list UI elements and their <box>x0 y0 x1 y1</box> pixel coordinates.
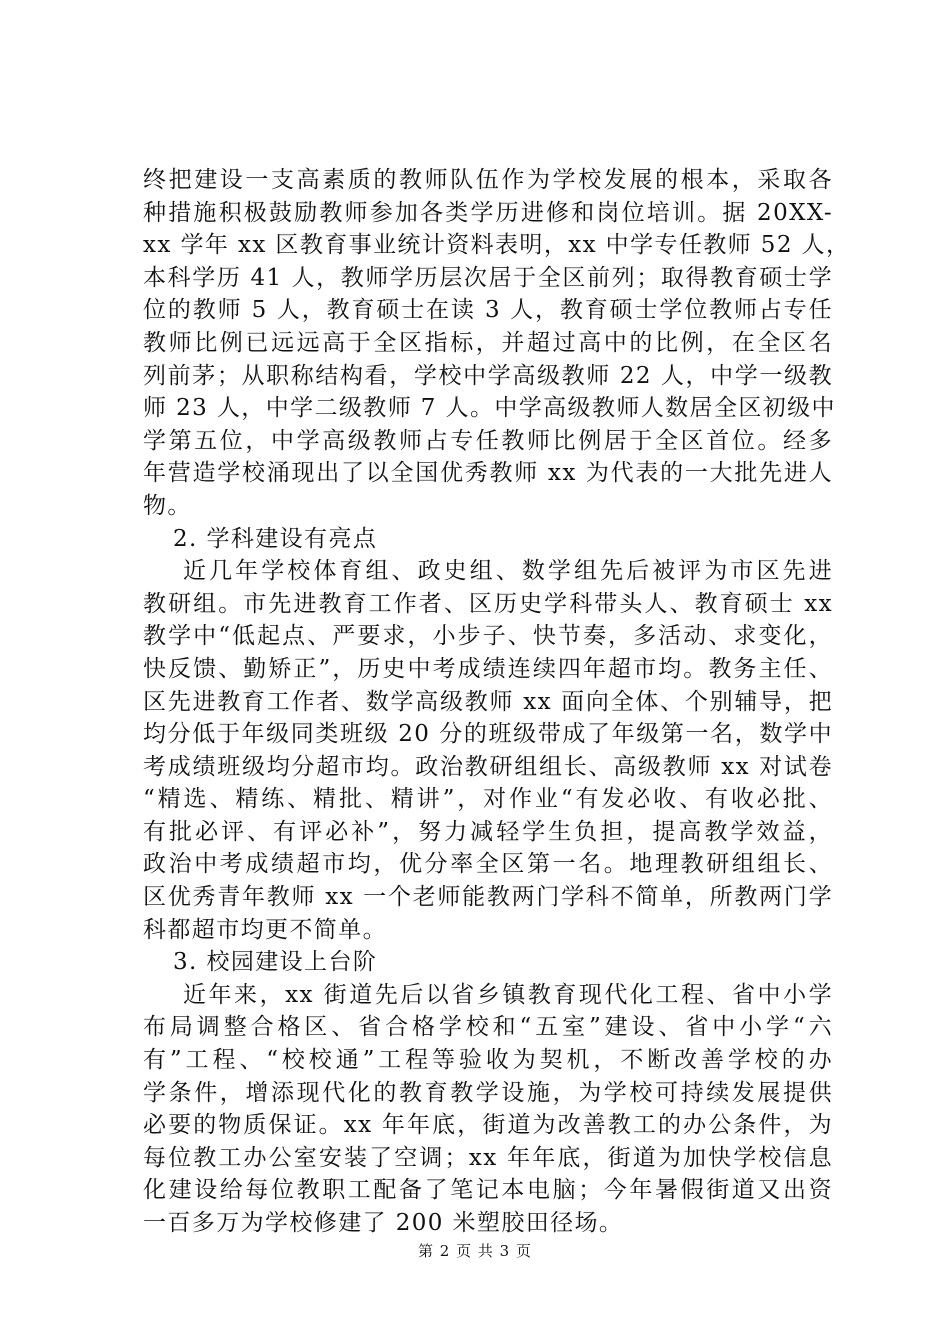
paragraph-line: 区优秀青年教师 xx 一个老师能教两门学科不简单，所教两门学 <box>143 884 833 911</box>
paragraph-line: 布局调整合格区、省合格学校和“五室”建设、省中小学“六 <box>143 1014 833 1041</box>
paragraph-line: 列前茅；从职称结构看，学校中学高级教师 22 人，中学一级教 <box>143 362 833 389</box>
paragraph-line: 师 23 人，中学二级教师 7 人。中学高级教师人数居全区初级中 <box>143 395 836 422</box>
paragraph-line: 区先进教育工作者、数学高级教师 xx 面向全体、个别辅导，把 <box>143 688 833 715</box>
section-heading: 2. 学科建设有亮点 <box>173 525 378 552</box>
paragraph-line: 近年来，xx 街道先后以省乡镇教育现代化工程、省中小学 <box>183 981 833 1008</box>
paragraph-line: 年营造学校涌现出了以全国优秀教师 xx 为代表的一大批先进人 <box>143 460 833 487</box>
paragraph-line: 必要的物质保证。xx 年年底，街道为改善教工的办公条件，为 <box>143 1112 833 1139</box>
paragraph-line: “精选、精练、精批、精讲”，对作业“有发必收、有收必批、 <box>143 786 833 813</box>
paragraph-line: 学条件，增添现代化的教育教学设施，为学校可持续发展提供 <box>143 1079 833 1106</box>
paragraph-line: 每位教工办公室安装了空调；xx 年年底，街道为加快学校信息 <box>143 1144 833 1171</box>
paragraph-line: xx 学年 xx 区教育事业统计资料表明，xx 中学专任教师 52 人， <box>143 232 851 259</box>
paragraph-line: 物。 <box>143 492 192 519</box>
paragraph-line: 有”工程、“校校通”工程等验收为契机，不断改善学校的办 <box>143 1047 833 1074</box>
paragraph-line: 考成绩班级均分超市均。政治教研组组长、高级教师 xx 对试卷 <box>143 753 833 780</box>
paragraph-line: 一百多万为学校修建了 200 米塑胶田径场。 <box>143 1210 624 1236</box>
paragraph-line: 位的教师 5 人，教育硕士在读 3 人，教育硕士学位教师占专任 <box>143 297 833 324</box>
paragraph-line: 本科学历 41 人，教师学历层次居于全区前列；取得教育硕士学 <box>143 264 833 291</box>
document-body <box>143 164 851 1240</box>
paragraph-line: 科都超市均更不简单。 <box>143 916 387 943</box>
paragraph-line: 均分低于年级同类班级 20 分的班级带成了年级第一名，数学中 <box>143 721 833 748</box>
paragraph-line: 化建设给每位教职工配备了笔记本电脑；今年暑假街道又出资 <box>143 1177 833 1204</box>
paragraph-line: 政治中考成绩超市均，优分率全区第一名。地理教研组组长、 <box>143 851 833 878</box>
paragraph-line: 教师比例已远远高于全区指标，并超过高中的比例，在全区名 <box>143 329 833 356</box>
page-number-footer: 第 2 页 共 3 页 <box>418 1242 532 1260</box>
section-heading: 3. 校园建设上台阶 <box>173 949 378 976</box>
paragraph-line: 终把建设一支高素质的教师队伍作为学校发展的根本，采取各 <box>143 167 833 193</box>
paragraph-line: 教学中“低起点、严要求，小步子、快节奏，多活动、求变化， <box>143 623 833 650</box>
paragraph-line: 有批必评、有评必补”，努力减轻学生负担，提高教学效益， <box>143 818 833 845</box>
paragraph-line: 快反馈、勤矫正”，历史中考成绩连续四年超市均。教务主任、 <box>143 655 833 682</box>
paragraph-line: 教研组。市先进教育工作者、区历史学科带头人、教育硕士 xx <box>143 590 833 617</box>
paragraph-line: 近几年学校体育组、政史组、数学组先后被评为市区先进 <box>183 558 833 585</box>
paragraph-line: 种措施积极鼓励教师参加各类学历进修和岗位培训。据 20XX- <box>143 199 833 226</box>
paragraph-line: 学第五位，中学高级教师占专任教师比例居于全区首位。经多 <box>143 427 833 454</box>
